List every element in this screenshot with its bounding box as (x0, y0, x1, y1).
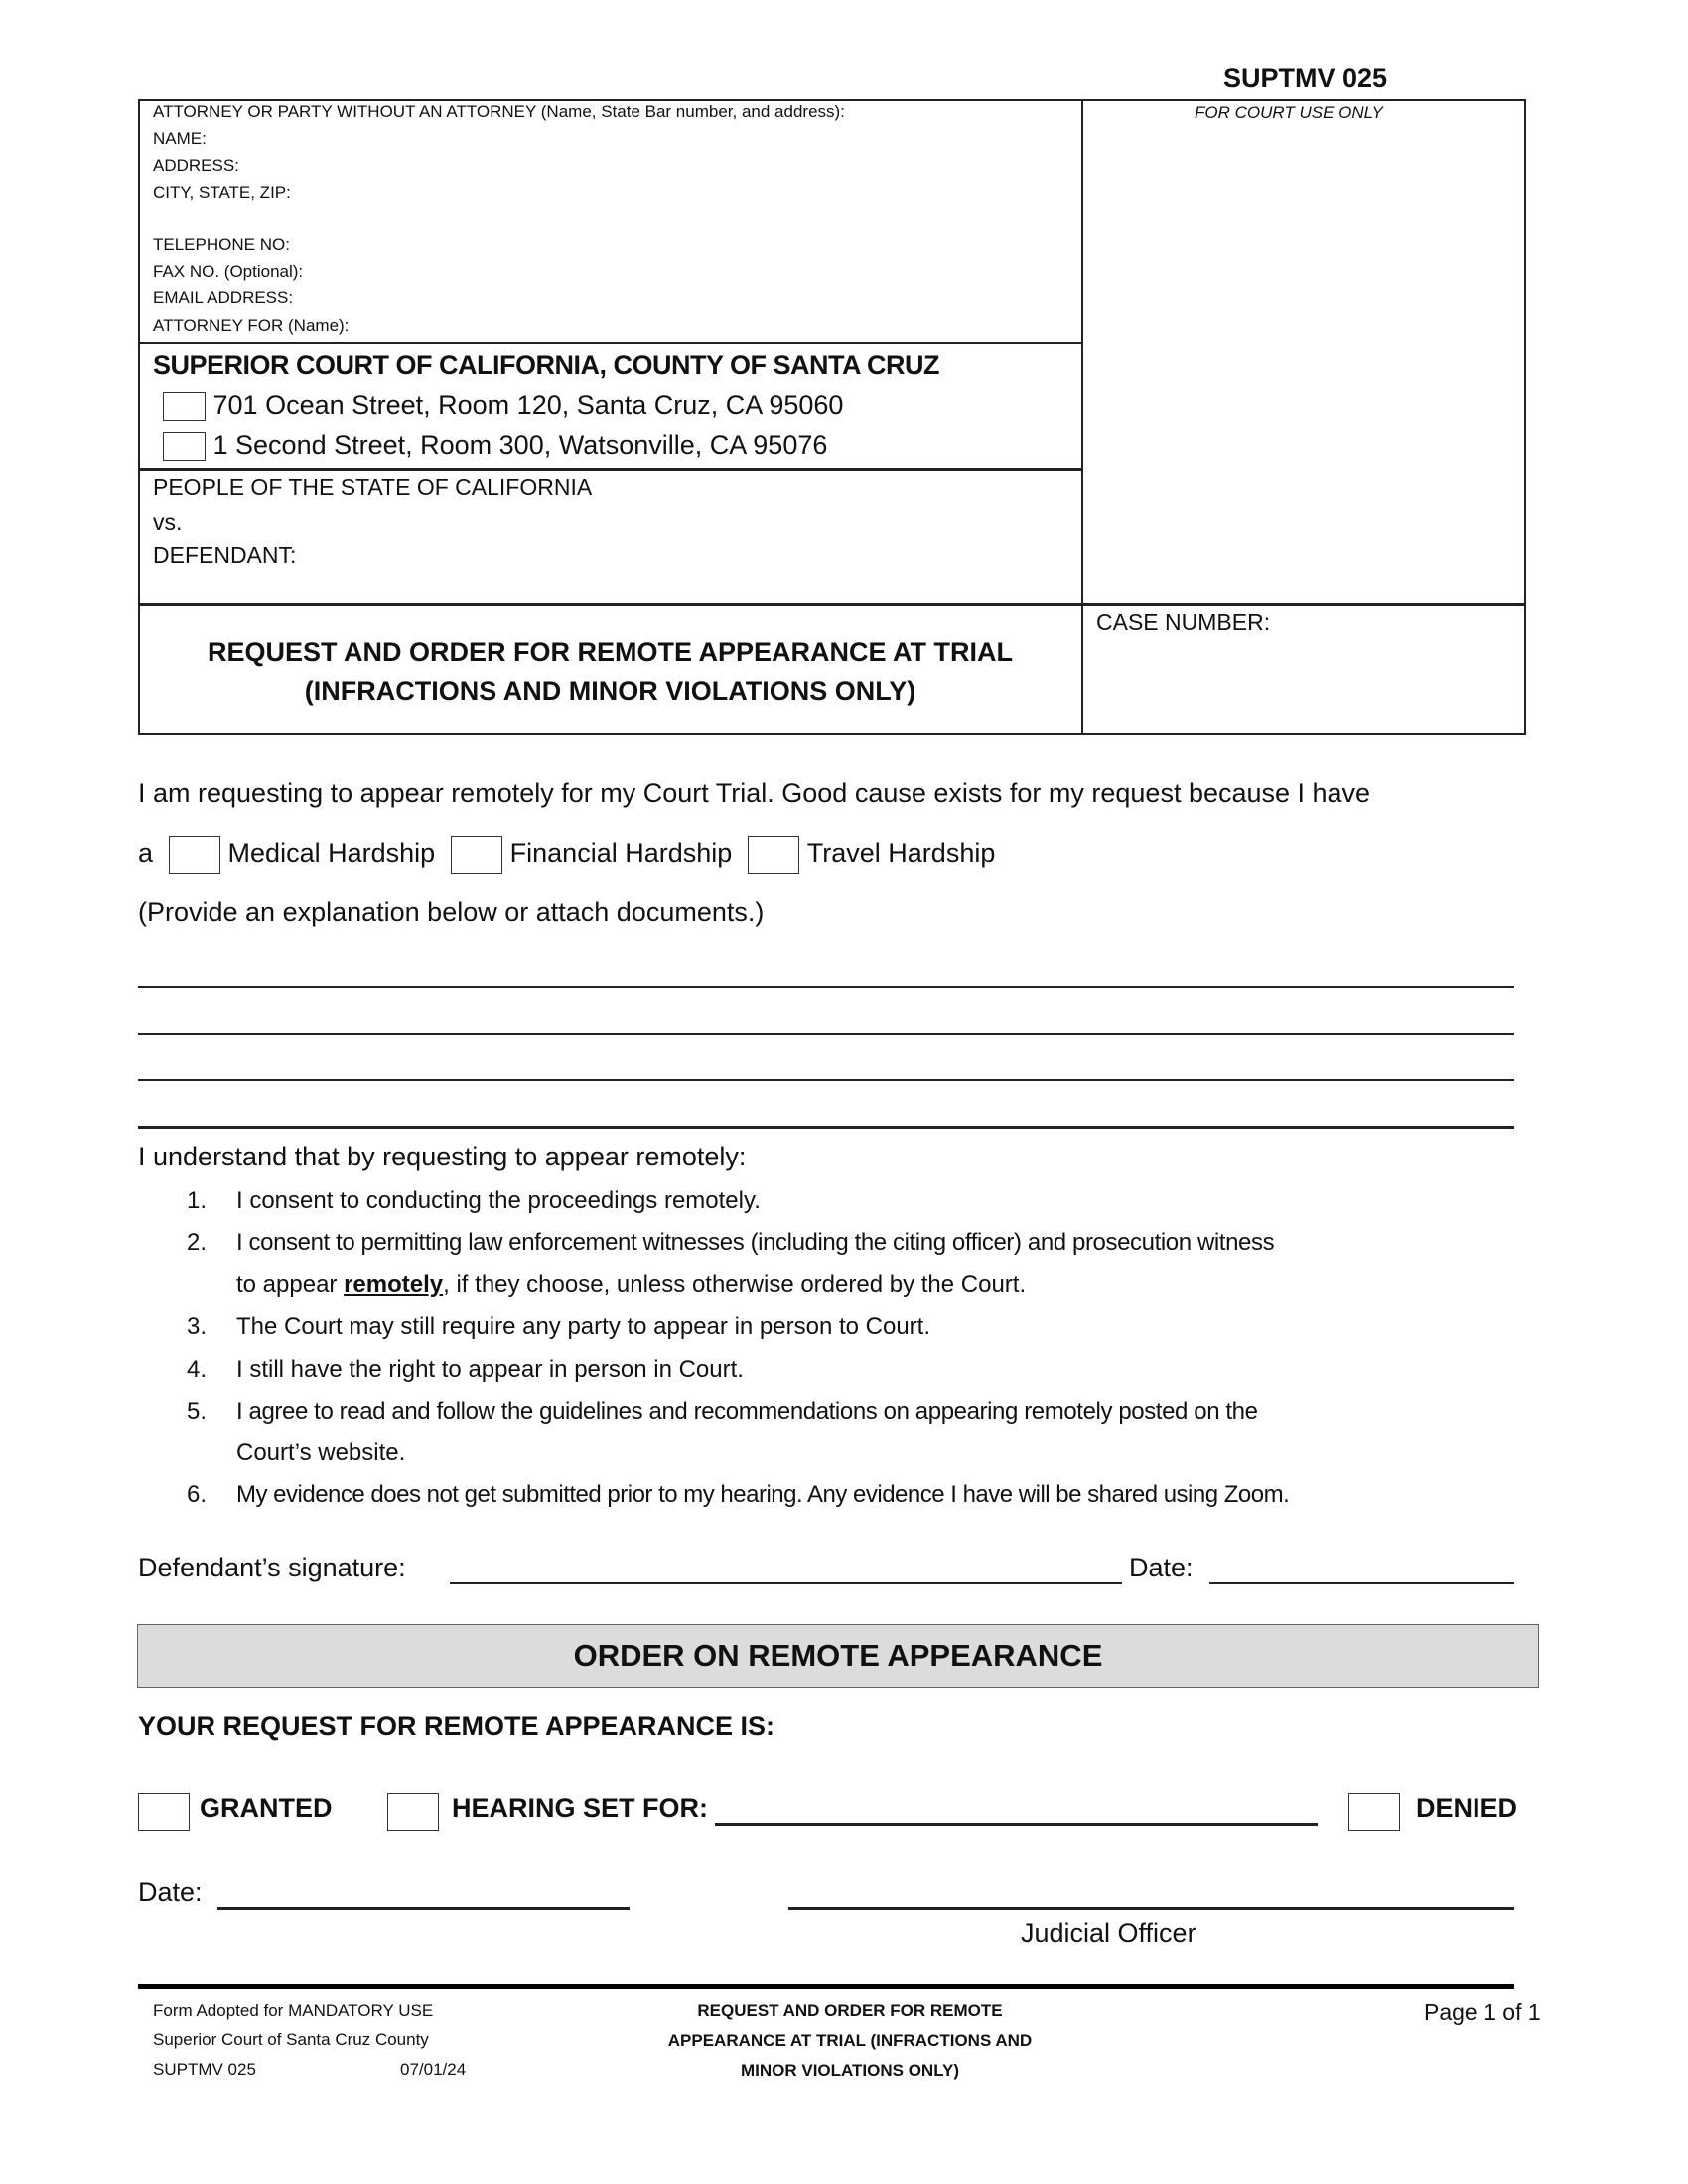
court-name: SUPERIOR COURT OF CALIFORNIA, COUNTY OF SANTA CRUZ (153, 350, 939, 380)
item-number: 5. (187, 1398, 208, 1425)
hearing-set-label: HEARING SET FOR: (452, 1793, 709, 1823)
footer-title: APPEARANCE AT TRIAL (INFRACTIONS AND (667, 2031, 1033, 2050)
order-heading: YOUR REQUEST FOR REMOTE APPEARANCE IS: (138, 1711, 775, 1741)
item-number: 4. (187, 1356, 208, 1383)
judicial-officer-label: Judicial Officer (1021, 1918, 1196, 1948)
form-title-line2: (INFRACTIONS AND MINOR VIOLATIONS ONLY) (304, 676, 916, 706)
attorney-header: ATTORNEY OR PARTY WITHOUT AN ATTORNEY (Name, State Bar number, and address): (153, 102, 845, 121)
item-text: I consent to conducting the proceedings remotely. (236, 1187, 761, 1214)
footer-court: Superior Court of Santa Cruz County (153, 2030, 429, 2049)
city-state-zip-field[interactable]: CITY, STATE, ZIP: (153, 183, 291, 202)
hardship-row (138, 836, 995, 874)
a-label: a (138, 838, 154, 869)
location-watsonville[interactable] (163, 430, 827, 461)
item-text: I still have the right to appear in person in Court. (236, 1356, 744, 1383)
divider (138, 342, 1082, 344)
footer-rule (138, 1984, 1514, 1989)
footer-title: REQUEST AND ORDER FOR REMOTE (697, 2001, 1003, 2020)
medical-hardship-label: Medical Hardship (227, 838, 436, 869)
location-santa-cruz[interactable] (163, 390, 843, 421)
hearing-set-checkbox[interactable] (387, 1793, 439, 1831)
request-intro: I am requesting to appear remotely for my Court Trial. Good cause exists for my request because I have (138, 778, 1371, 808)
explanation-line[interactable] (138, 1079, 1514, 1081)
defendant-signature-line[interactable] (450, 1582, 1122, 1584)
medical-hardship-checkbox[interactable] (169, 836, 220, 874)
travel-hardship-label: Travel Hardship (806, 838, 996, 869)
divider (138, 468, 1082, 471)
defendant-field[interactable]: DEFENDANT: (153, 542, 297, 568)
court-use-label: FOR COURT USE ONLY (1195, 103, 1383, 122)
location-checkbox[interactable] (163, 432, 206, 461)
explanation-line[interactable] (138, 986, 1514, 988)
location-label: 701 Ocean Street, Room 120, Santa Cruz, CA 95060 (212, 390, 844, 420)
order-date-line[interactable] (217, 1907, 630, 1910)
item-text: I agree to read and follow the guidelines and recommendations on appearing remotely posted on the (236, 1398, 1258, 1425)
explain-instruction: (Provide an explanation below or attach documents.) (138, 897, 765, 927)
telephone-field[interactable]: TELEPHONE NO: (153, 235, 290, 254)
understand-heading: I understand that by requesting to appear remotely: (138, 1142, 747, 1171)
address-field[interactable]: ADDRESS: (153, 156, 239, 175)
defendant-signature-label: Defendant’s signature: (138, 1553, 406, 1582)
hearing-date-line[interactable] (715, 1823, 1318, 1826)
order-banner-title: ORDER ON REMOTE APPEARANCE (573, 1638, 1103, 1673)
item-text: I consent to permitting law enforcement witnesses (including the citing officer) and prosecution witness (236, 1229, 1275, 1256)
order-date-label: Date: (138, 1877, 203, 1907)
financial-hardship-checkbox[interactable] (451, 836, 502, 874)
denied-checkbox[interactable] (1348, 1793, 1400, 1831)
explanation-line[interactable] (138, 1033, 1514, 1035)
financial-hardship-label: Financial Hardship (509, 838, 733, 869)
item-number: 6. (187, 1481, 208, 1508)
vs-label: vs. (153, 509, 183, 535)
item-number: 1. (187, 1187, 208, 1214)
judicial-officer-signature-line[interactable] (788, 1907, 1514, 1910)
explanation-line[interactable] (138, 1126, 1514, 1129)
item-number: 2. (187, 1229, 208, 1256)
travel-hardship-checkbox[interactable] (748, 836, 799, 874)
location-checkbox[interactable] (163, 392, 206, 421)
footer-adopted: Form Adopted for MANDATORY USE (153, 2001, 434, 2020)
footer-title: MINOR VIOLATIONS ONLY) (740, 2061, 960, 2080)
divider (138, 603, 1526, 606)
item-text: Court’s website. (236, 1439, 406, 1466)
item-text (236, 1271, 1026, 1298)
email-field[interactable]: EMAIL ADDRESS: (153, 288, 294, 307)
form-id: SUPTMV 025 (1223, 64, 1388, 93)
granted-checkbox[interactable] (138, 1793, 190, 1831)
fax-field[interactable]: FAX NO. (Optional): (153, 262, 304, 281)
plaintiff: PEOPLE OF THE STATE OF CALIFORNIA (153, 475, 593, 500)
case-number-field[interactable]: CASE NUMBER: (1096, 610, 1271, 635)
date-label: Date: (1129, 1553, 1194, 1582)
item-text-part: , if they choose, unless otherwise ordered by the Court. (443, 1271, 1027, 1297)
item-number: 3. (187, 1313, 208, 1340)
footer-date: 07/01/24 (400, 2060, 467, 2079)
attorney-for-field[interactable]: ATTORNEY FOR (Name): (153, 316, 350, 335)
name-field[interactable]: NAME: (153, 129, 207, 148)
item-text: My evidence does not get submitted prior to my hearing. Any evidence I have will be shared using Zoom. (236, 1481, 1290, 1508)
remotely-emphasis: remotely (344, 1271, 444, 1297)
granted-label: GRANTED (200, 1793, 333, 1823)
location-label: 1 Second Street, Room 300, Watsonville, CA 95076 (212, 430, 828, 460)
form-title-line1: REQUEST AND ORDER FOR REMOTE APPEARANCE AT TRIAL (207, 637, 1013, 667)
item-text: The Court may still require any party to appear in person to Court. (236, 1313, 930, 1340)
item-text-part: to appear (236, 1271, 345, 1297)
denied-label: DENIED (1416, 1793, 1518, 1823)
signature-date-line[interactable] (1209, 1582, 1514, 1584)
page-number: Page 1 of 1 (1424, 1999, 1541, 2025)
footer-form-id: SUPTMV 025 (153, 2060, 256, 2079)
